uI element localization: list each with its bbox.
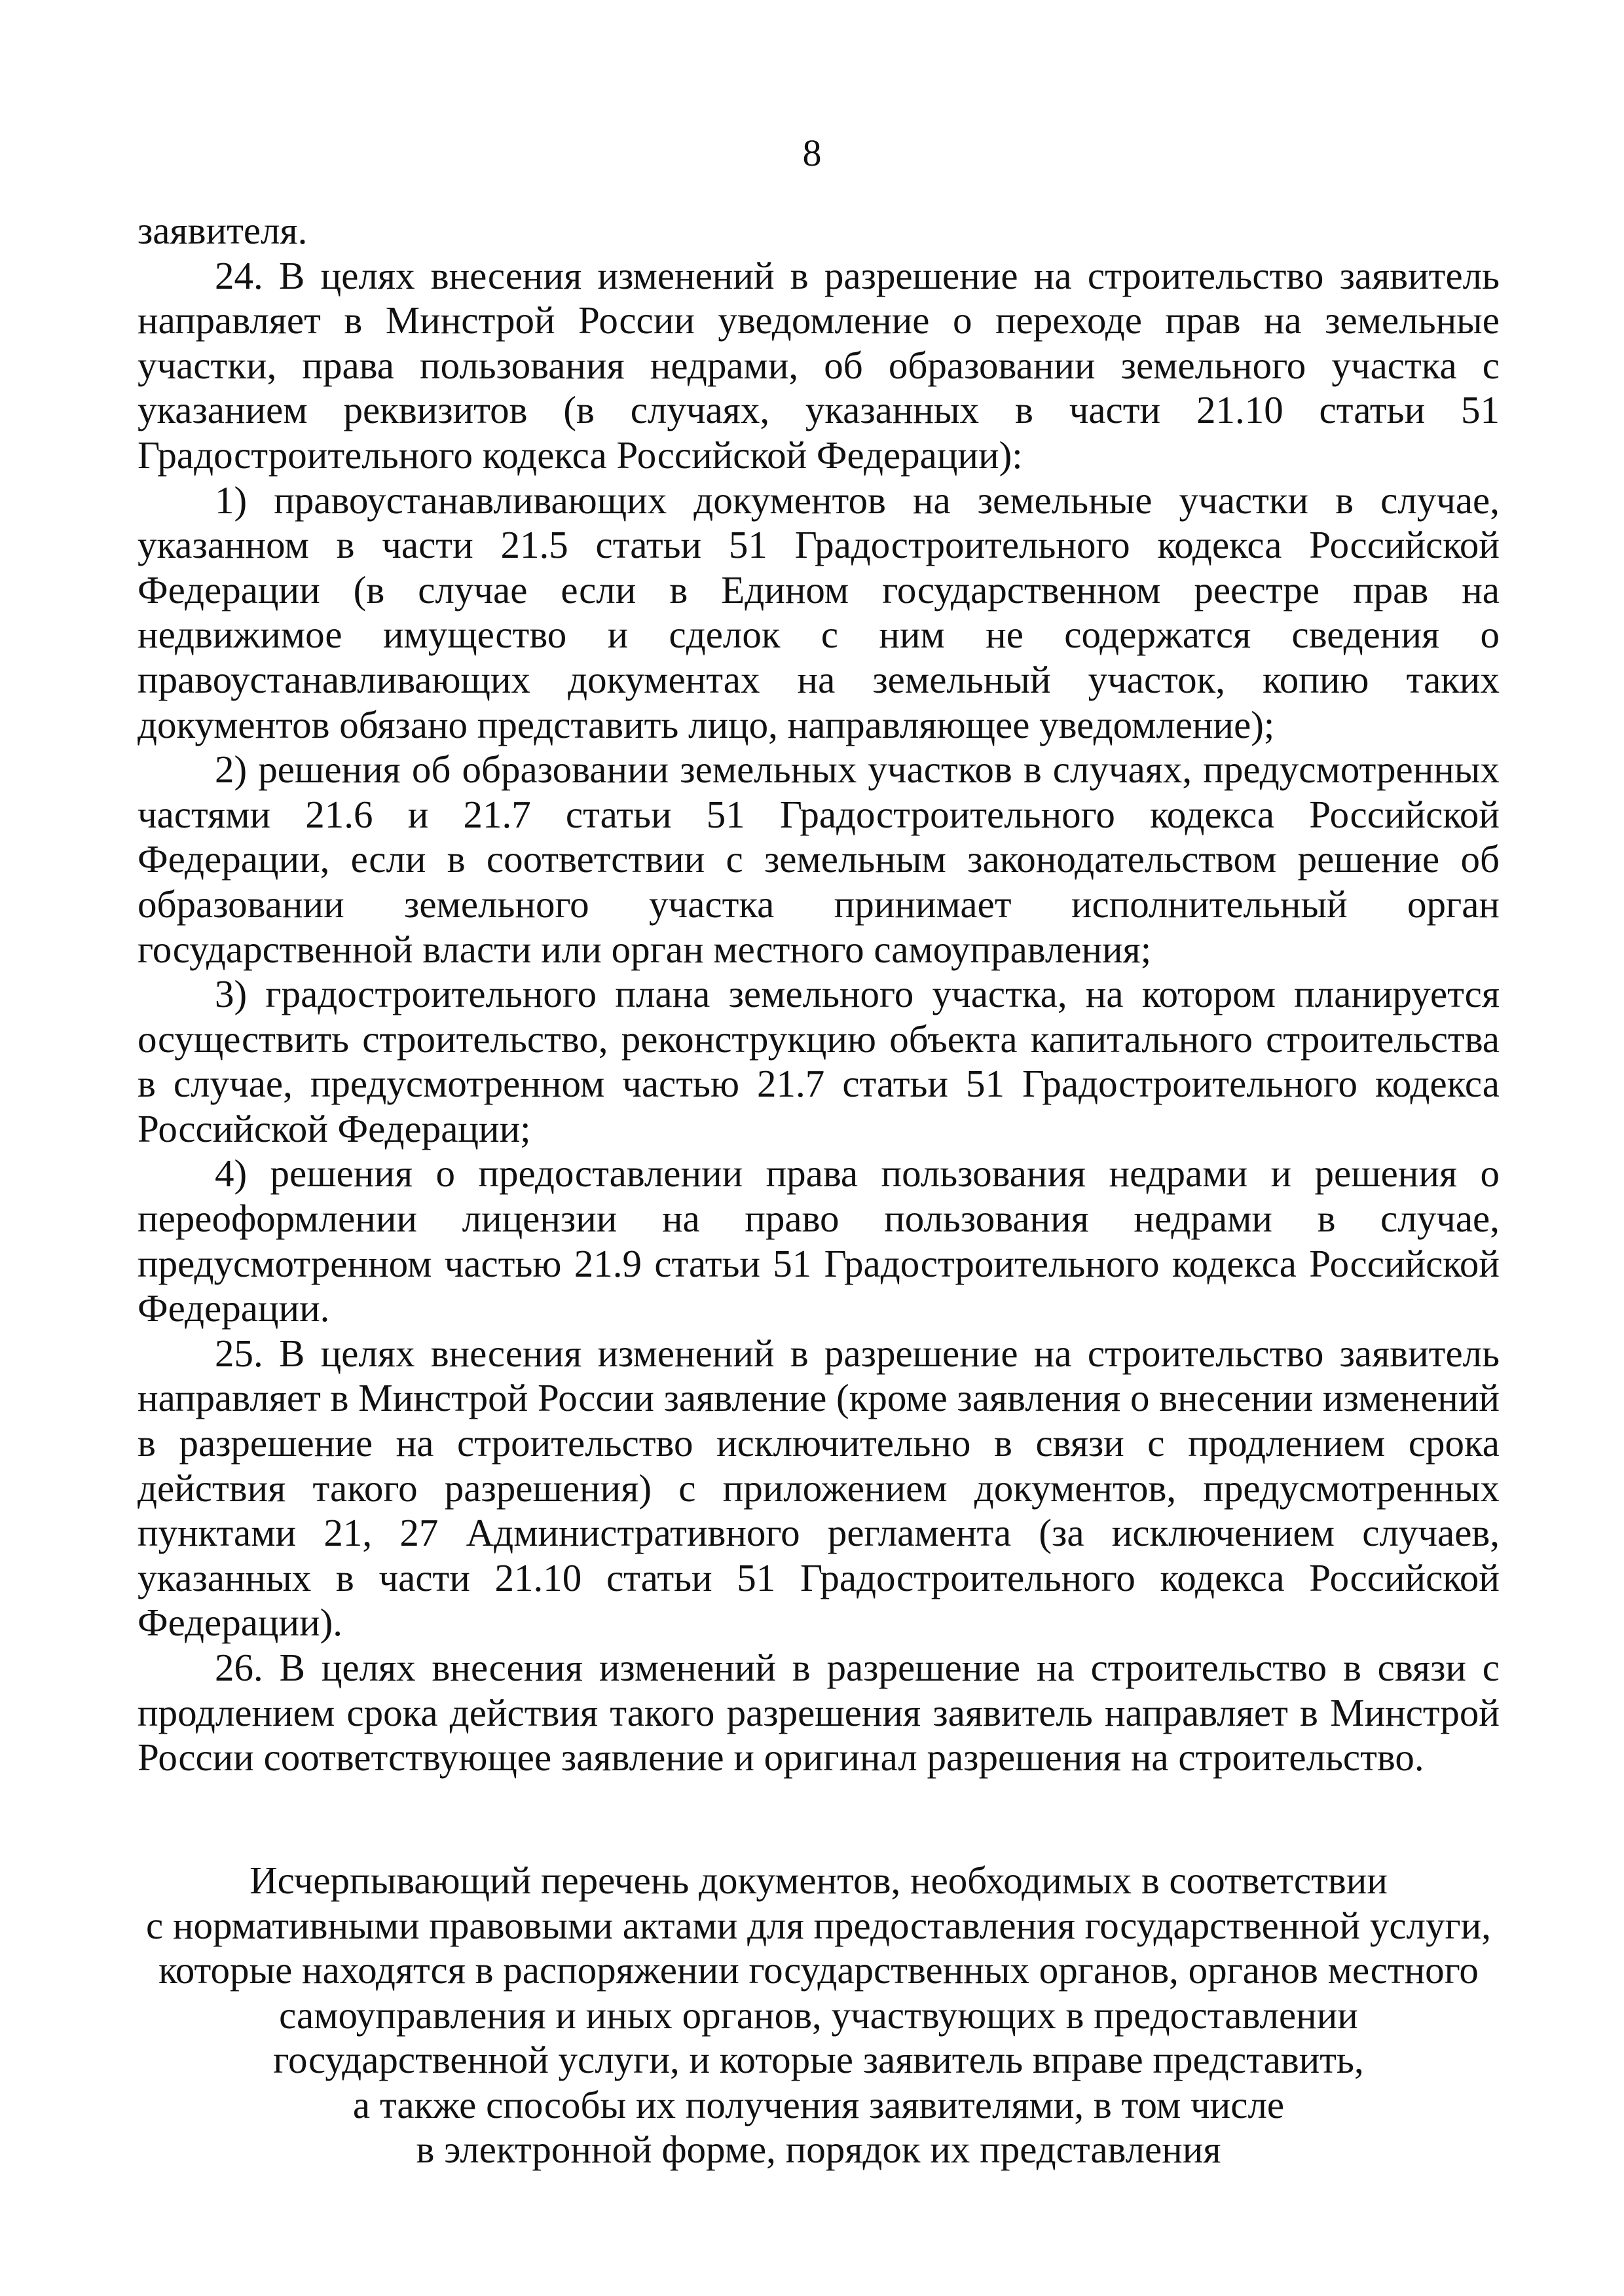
document-body — [138, 208, 1500, 1780]
heading-line: в электронной форме, порядок их представления — [416, 2128, 1221, 2171]
paragraph-item-26: 26. В целях внесения изменений в разрешение на строительство в связи с продлением срока действия такого разрешения заявитель направляет в Минстрой России соответствующее заявление и оригинал разрешения на строительство. — [138, 1646, 1500, 1779]
heading-line: которые находятся в распоряжении государственных органов, органов местного — [158, 1948, 1479, 1992]
paragraph-item-25: 25. В целях внесения изменений в разрешение на строительство заявитель направляет в Минстрой России заявление (кроме заявления о внесении изменений в разрешение на строительство исключительно в связи с продлением срока действия такого разрешения) с приложением документов, предусмотренных пунктами 21, 27 Административного регламента (за исключением случаев, указанных в части 21.10 статьи 51 Градостроительного кодекса Российской Федерации). — [138, 1331, 1500, 1645]
paragraph-subitem-1: 1) правоустанавливающих документов на земельные участки в случае, указанном в части 21.5 статьи 51 Градостроительного кодекса Российской Федерации (в случае если в Едином государственном реестре прав на недвижимое имущество и сделок с ним не содержатся сведения о правоустанавливающих документах на земельный участок, копию таких документов обязано представить лицо, направляющее уведомление); — [138, 478, 1500, 746]
heading-line: самоуправления и иных органов, участвующих в предоставлении — [279, 1993, 1358, 2037]
section-heading — [138, 1858, 1500, 2172]
heading-line: государственной услуги, и которые заявитель вправе представить, — [273, 2038, 1364, 2081]
heading-line: а также способы их получения заявителями, в том числе — [352, 2083, 1285, 2126]
paragraph-item-24: 24. В целях внесения изменений в разрешение на строительство заявитель направляет в Минстрой России уведомление о переходе прав на земельные участки, права пользования недрами, об образовании земельного участка с указанием реквизитов (в случаях, указанных в части 21.10 статьи 51 Градостроительного кодекса Российской Федерации): — [138, 253, 1500, 477]
paragraph-subitem-4: 4) решения о предоставлении права пользования недрами и решения о переоформлении лицензии на право пользования недрами в случае, предусмотренном частью 21.9 статьи 51 Градостроительного кодекса Российской Федерации. — [138, 1152, 1500, 1330]
paragraph-continuation: заявителя. — [138, 209, 308, 252]
page-number: 8 — [802, 132, 822, 174]
heading-line: Исчерпывающий перечень документов, необходимых в соответствии — [249, 1859, 1388, 1902]
paragraph-subitem-3: 3) градостроительного плана земельного участка, на котором планируется осуществить строительство, реконструкцию объекта капитального строительства в случае, предусмотренном частью 21.7 статьи 51 Градостроительного кодекса Российской Федерации; — [138, 972, 1500, 1150]
heading-line: с нормативными правовыми актами для предоставления государственной услуги, — [146, 1903, 1491, 1947]
paragraph-subitem-2: 2) решения об образовании земельных участков в случаях, предусмотренных частями 21.6 и 21.7 статьи 51 Градостроительного кодекса Российской Федерации, если в соответствии с земельным законодательством решение об образовании земельного участка принимает исполнительный орган государственной власти или орган местного самоуправления; — [138, 748, 1500, 971]
